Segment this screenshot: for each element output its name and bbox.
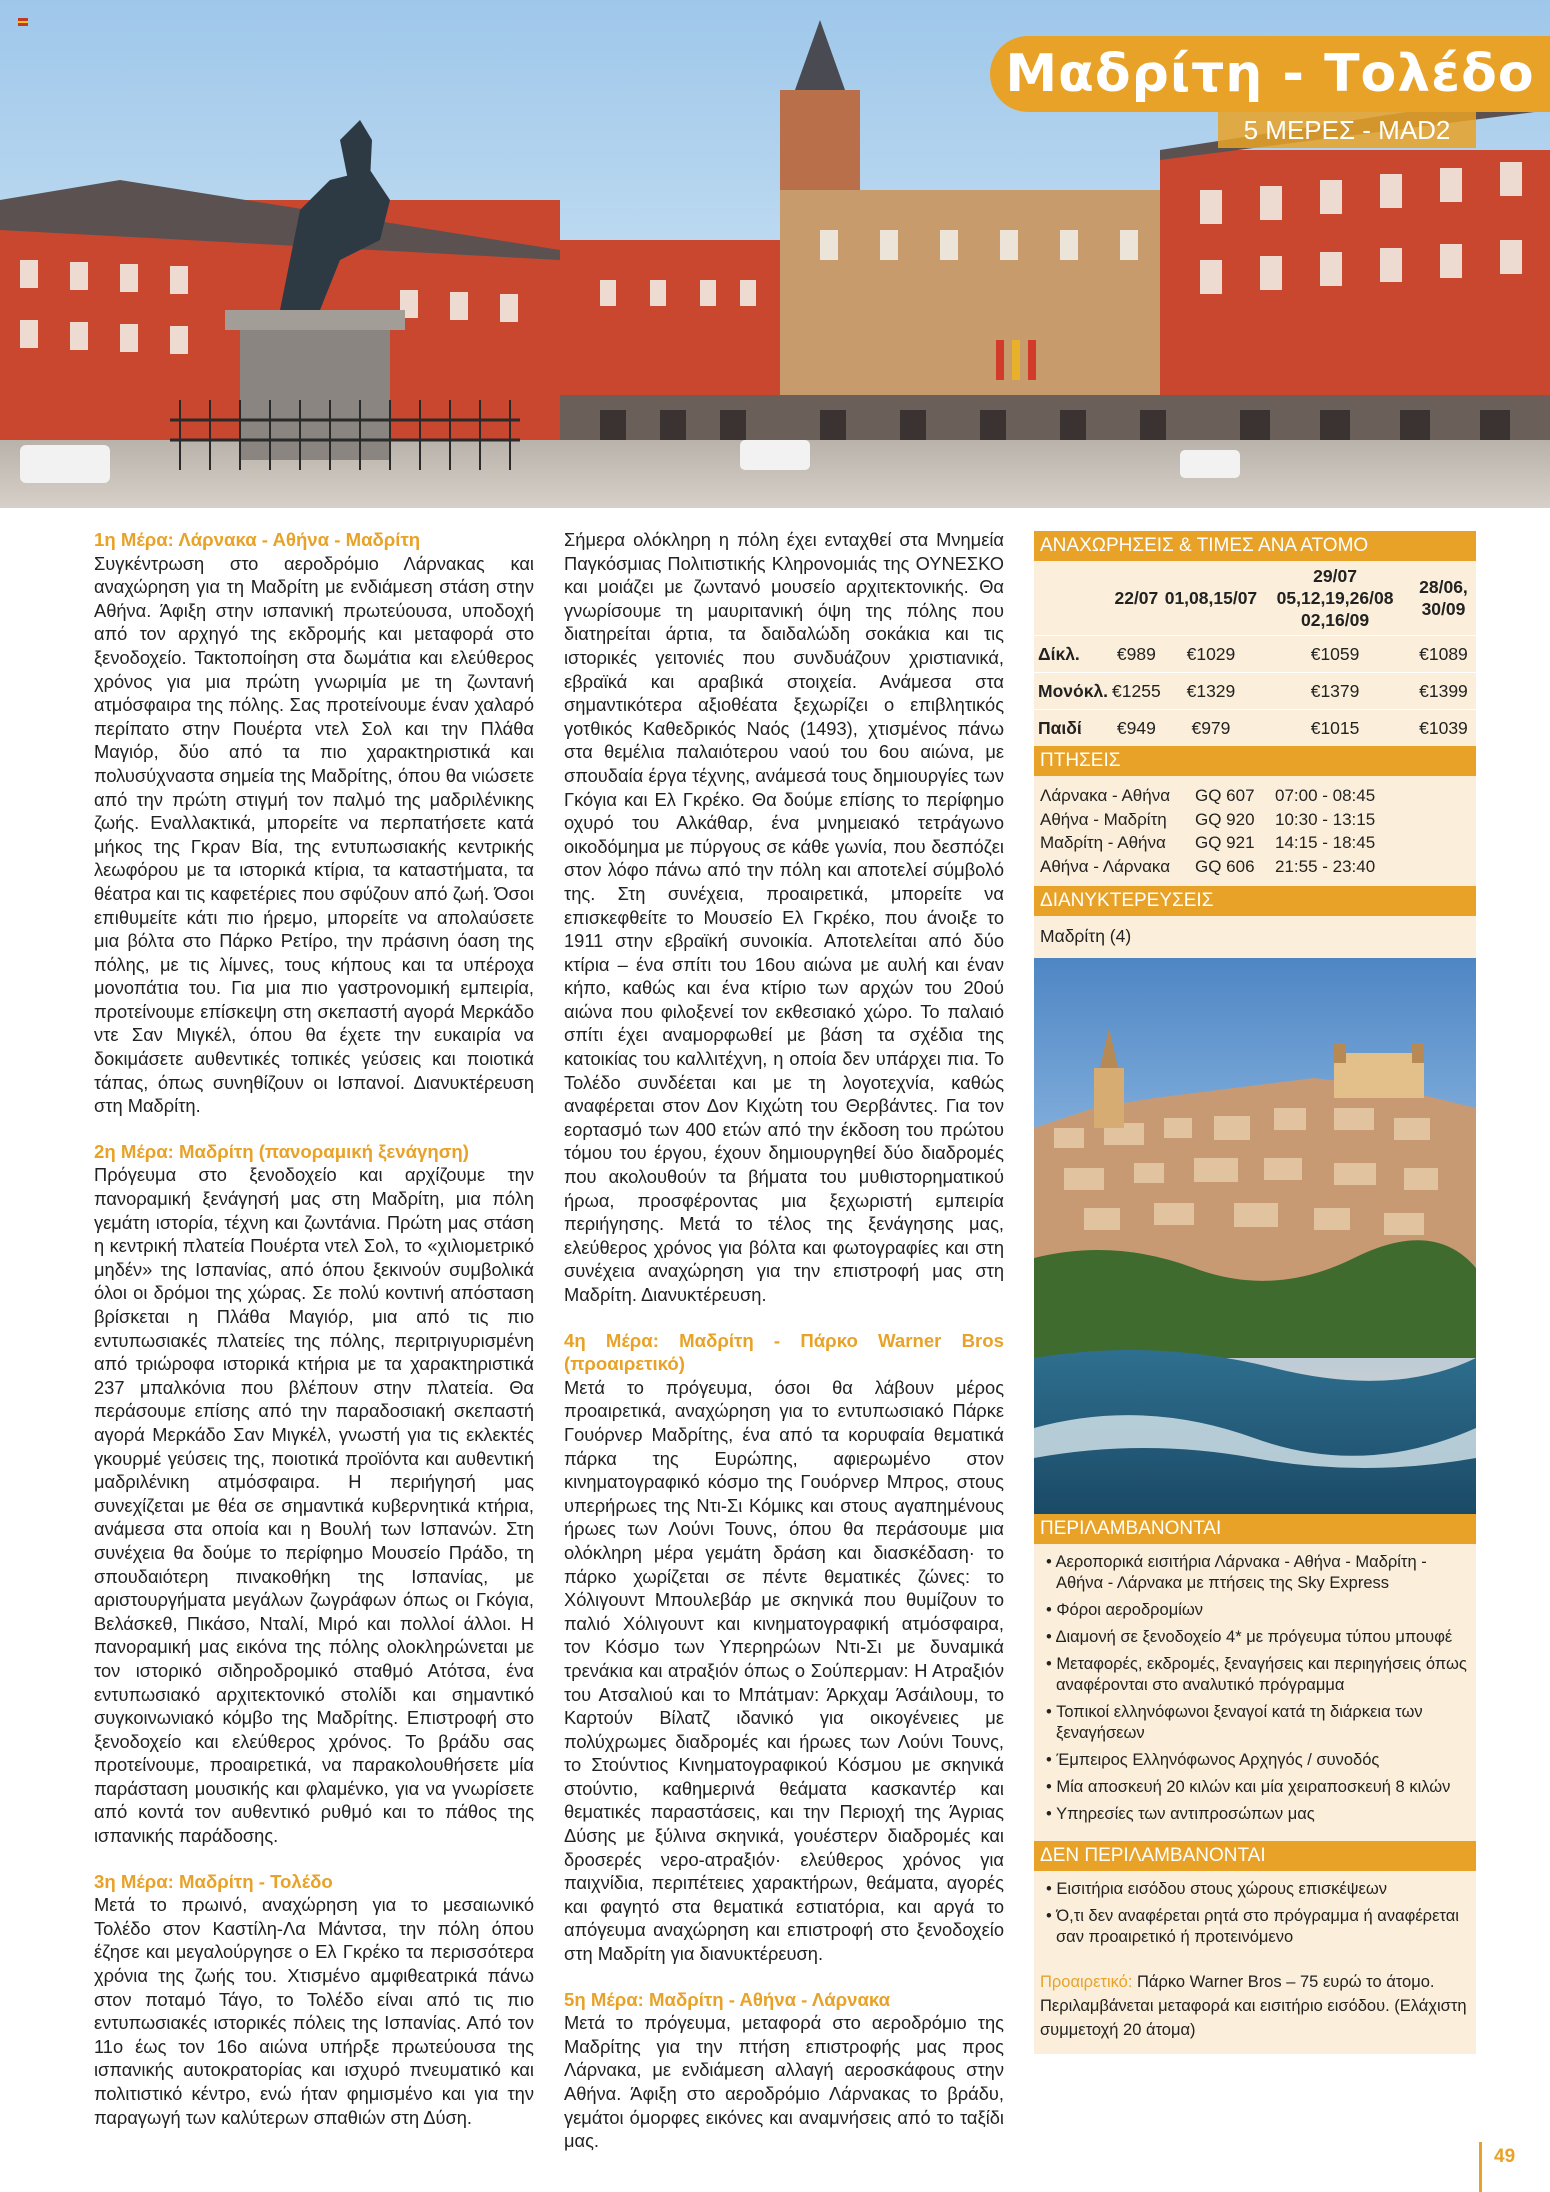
excluded-list [1034, 1871, 1476, 1964]
day-1-text: Συγκέντρωση στο αεροδρόμιο Λάρνακας και αναχώρηση για τη Μαδρίτη με ενδιάμεση στάση στην Αθήνα. Άφιξη στην ισπανική πρωτεύουσα, υποδοχή από τον αρχηγό της εκδρομής και μεταφορά στο ξενοδοχείο. Τακτοποίηση στα δωμάτια και ελεύθερος χρόνος για μια πρώτη γνωριμία με τη ζωντανή ατμόσφαιρα της πόλης. Σας προτείνουμε έναν χαλαρό περίπατο στην Πουέρτα ντελ Σολ και την Πλάθα Μαγιόρ, δύο από τα πιο χαρακτηριστικά και πολυσύχναστα σημεία της Μαδρίτης, όπου θα νιώσετε από την πρώτη στιγμή τον παλμό της μαδριλένικης ζωής. Εναλλακτικά, μπορείτε να περπατήσετε κατά μήκος της Γκραν Βία, της εντυπωσιακής κεντρικής λεωφόρου με τα ιστορικά κτίρια, τα καταστήματα, τα θέατρα και τις καφετέριες που σφύζουν από ζωή. Όσοι επιθυμείτε κάτι πιο ήρεμο, μπορείτε να απολαύσετε μια βόλτα στο Πάρκο Ρετίρο, την πράσινη όαση της πόλης, με τις λίμνες, τους κήπους και τα υπέροχα μονοπάτια του. Για μια πιο γαστρονομική εμπειρία, προτείνουμε επίσκεψη στη σκεπαστή αγορά Μερκάδο ντε Σαν Μιγκέλ, όπου θα έχετε την ευκαιρία να δοκιμάσετε αυθεντικές τοπικές γεύσεις και ποιοτικά τάπας, όπως συνηθίζουν οι Ισπανοί. Διανυκτέρευση στη Μαδρίτη. [94, 552, 534, 1117]
tour-title: Μαδρίτη - Τολέδο [1005, 44, 1535, 104]
price-cell: €1029 [1163, 636, 1259, 673]
itinerary-column-2 [564, 528, 1004, 2153]
page-number-bar [1479, 2142, 1482, 2192]
price-cell: €979 [1163, 710, 1259, 747]
day-5-title: 5η Μέρα: Μαδρίτη - Αθήνα - Λάρνακα [564, 1988, 891, 2010]
price-row-label: Παιδί [1034, 710, 1110, 747]
included-item: • Υπηρεσίες των αντιπροσώπων μας [1046, 1804, 1470, 1825]
day-3-text-part-2: Σήμερα ολόκληρη η πόλη έχει ενταχθεί στα Μνημεία Παγκόσμιας Πολιτιστικής Κληρονομιάς της ΟΥΝΕΣΚΟ και μοιάζει με ζωντανό μουσείο αρχιτεκτονικής. Θα γνωρίσουμε τη μαυριτανική όψη της πόλης που διατηρείται άρτια, τα δαιδαλώδη σοκάκια και τις ιστορικές γειτονιές που συνδυάζουν χριστιανικά, εβραϊκά και αραβικά στοιχεία. Ανάμεσα στα σημαντικότερα αξιοθέατα ξεχωρίζει ο επιβλητικός γοτθικός Καθεδρικός Ναός (1493), χτισμένος πάνω στα θεμέλια παλαιότερου ναού του 6ου αιώνα, με σπουδαία έργα τέχνης, ανάμεσά τους δημιουργίες των Γκόγια και Ελ Γκρέκο. Θα δούμε επίσης το περίφημο οχυρό του Αλκάθαρ, ένα μνημειακό τετράγωνο οικοδόμημα με πύργους σε κάθε γωνία, που δεσπόζει στον λόφο πάνω από την πόλη και αποτελεί σύμβολό της. Στη συνέχεια, προαιρετικά, μπορείτε να επισκεφθείτε το Μουσείο Ελ Γκρέκο, που άνοιξε το 1911 στην εβραϊκή συνοικία. Αποτελείται από δύο κτίρια – ένα σπίτι του 16ου αιώνα με αυλή και έναν κήπο, καθώς και ένα κτίριο των αρχών του 20ού αιώνα που φιλοξενεί τον εκθεσιακό χώρο. Το παλαιό σπίτι έχει αναμορφωθεί με βάση τα σχέδια της κατοικίας του καλλιτέχνη, η οποία δεν υπάρχει πια. Το Τολέδο συνδέεται και με τη λογοτεχνία, καθώς αναφέρεται στον Δον Κιχώτη του Θερβάντες. Για τον εορτασμό των 400 ετών από την έκδοση του πρώτου τόμου του έργου, έχουν δημιουργηθεί δύο διαδρομές που ακολουθούν τα βήματα του μυθιστορηματικού ήρωα, προσφέροντας μια ξεχωριστή εμπειρία περιήγησης. Μετά το τέλος της ξενάγησης μας, ελεύθερος χρόνος για βόλτα και φωτογραφίες και στη συνέχεια αναχώρηση για την επιστροφή μας στη Μαδρίτη. Διανυκτέρευση. [564, 529, 1004, 1305]
itinerary-column-1 [94, 528, 534, 2129]
included-item: • Διαμονή σε ξενοδοχείο 4* με πρόγευμα τύπου μπουφέ [1046, 1627, 1470, 1648]
flight-code: GQ 921 [1195, 833, 1255, 852]
price-cell: €1039 [1411, 710, 1476, 747]
flight-time: 14:15 - 18:45 [1275, 833, 1376, 852]
price-col-header: 28/06, 30/09 [1419, 577, 1468, 619]
flight-row [1040, 808, 1470, 832]
included-item: • Έμπειρος Ελληνόφωνος Αρχηγός / συνοδός [1046, 1750, 1470, 1771]
day-4-text: Μετά το πρόγευμα, όσοι θα λάβουν μέρος προαιρετικά, αναχώρηση για το εντυπωσιακό Πάρκε Γουόρνερ Μαδρίτης, ένα από τα κορυφαία θεματικά πάρκα της Ευρώπης, αφιερωμένο στον κινηματογραφικό κόσμο της Γουόρνερ Μπρος, στους υπερήρωες της Ντι-Σι Κόμικς και στους αγαπημένους ήρωες των Λούνι Τουνς, όπου θα περάσουμε μια ολόκληρη μέρα γεμάτη δράση και διασκέδαση· το πάρκο χωρίζεται σε πέντε θεματικές ζώνες: το Χόλιγουντ Μπουλεβάρ με σκηνικά που θυμίζουν το παλιό Χόλιγουντ και κινηματογραφική ατμόσφαιρα, τον Κόσμο των Υπερηρώων Ντι-Σι με δυναμικά τρενάκια και ατραξιόν όπως ο Σούπερμαν: Η Ατραξιόν του Ατσαλιού και το Μπάτμαν: Άρκχαμ Άσάιλουμ, το Καρτούν Βίλατζ ιδανικό για οικογένειες με πολύχρωμες διαδρομές και ήρωες των Λούνι Τουνς, το Στούντιος Κινηματογραφικού Κόσμου με σκηνικά στούντιο, καθημερινά θεάματα κασκαντέρ και θεματικές παραστάσεις, και την Περιοχή της Άγριας Δύσης με ξύλινα σκηνικά, γουέστερν διαδρομές και δροσερές νερο-ατραξιόν· ελεύθερος χρόνος για παιχνίδια, περιπέτειες χαρακτήρων, θεάματα, αγορές και φαγητό στα θεματικά εστιατόρια, και αργά το απόγευμα αναχώρηση και επιστροφή στο ξενοδοχείο στη Μαδρίτη για διανυκτέρευση. [564, 1376, 1004, 1965]
flight-route: Αθήνα - Μαδρίτη [1040, 809, 1167, 829]
price-row [1034, 636, 1476, 673]
included-item: • Τοπικοί ελληνόφωνοι ξεναγοί κατά τη διάρκεια των ξεναγήσεων [1046, 1702, 1470, 1744]
flight-row [1040, 784, 1470, 808]
flag-icon [18, 18, 28, 26]
flight-time: 10:30 - 13:15 [1275, 809, 1376, 829]
price-row [1034, 673, 1476, 710]
flight-code: GQ 920 [1195, 809, 1255, 829]
day-1-title: 1η Μέρα: Λάρνακα - Αθήνα - Μαδρίτη [94, 529, 421, 550]
day-5-text: Μετά το πρόγευμα, μεταφορά στο αεροδρόμιο της Μαδρίτης για την πτήση επιστροφής μας προς Λάρνακα, με ενδιάμεση αλλαγή αεροσκάφους στην Αθήνα. Άφιξη στο αεροδρόμιο Λάρνακας το βράδυ, γεμάτοι όμορφες εικόνες και αναμνήσεις από το ταξίδι μας. [564, 2012, 1004, 2152]
flights-list [1034, 776, 1476, 886]
day-3-text-part-1: Μετά το πρωινό, αναχώρηση για το μεσαιωνικό Τολέδο στον Καστίλη-Λα Μάντσα, την πόλη όπου έζησε και μεγαλούργησε ο Ελ Γκρέκο τα περισσότερα χρόνια της ζωής του. Χτισμένο αμφιθεατρικά πάνω στον ποταμό Τάγο, το Τολέδο είναι από τις πιο εντυπωσιακές ιστορικές πόλεις της Ισπανίας. Από τον 11ο έως τον 16ο αιώνα υπήρξε πρωτεύουσα της ισπανικής αυτοκρατορίας και ισχυρό πνευματικό και πολιτιστικό κέντρο, ενώ ήταν φημισμένο και για την παραγωγή των καλύτερων σπαθιών στη Δύση. [94, 1894, 534, 2128]
flight-route: Λάρνακα - Αθήνα [1040, 786, 1171, 805]
price-row-label: Μονόκλ. [1034, 673, 1110, 710]
price-cell: €989 [1110, 636, 1163, 673]
included-heading: ΠΕΡΙΛΑΜΒΑΝΟΝΤΑΙ [1034, 1514, 1476, 1544]
page-number: 49 [1494, 2146, 1516, 2167]
price-cell: €949 [1110, 710, 1163, 747]
prices-heading: ΑΝΑΧΩΡΗΣΕΙΣ & ΤΙΜΕΣ ΑΝΑ ΑΤΟΜΟ [1034, 531, 1476, 561]
flight-row [1040, 855, 1470, 879]
flights-heading: ΠΤΗΣΕΙΣ [1034, 746, 1476, 776]
price-cell: €1379 [1259, 673, 1411, 710]
optional-note-label: Προαιρετικό: [1040, 1973, 1133, 1991]
day-3-title: 3η Μέρα: Μαδρίτη - Τολέδο [94, 1870, 333, 1892]
price-row [1034, 710, 1476, 747]
toledo-photo [1034, 958, 1476, 1514]
stays-heading: ΔΙΑΝΥΚΤΕΡΕΥΣΕΙΣ [1034, 886, 1476, 916]
price-cell: €1399 [1411, 673, 1476, 710]
flight-time: 07:00 - 08:45 [1275, 786, 1376, 805]
price-cell: €1015 [1259, 710, 1411, 747]
optional-note-text: Πάρκο Warner Bros – 75 ευρώ το άτομο. Περιλαμβάνεται μεταφορά και εισιτήριο εισόδου. (Ελάχιστη συμμετοχή 20 άτομα) [1040, 1973, 1467, 2039]
tour-code: 5 ΜΕΡΕΣ - MAD2 [1218, 112, 1476, 148]
flight-route: Αθήνα - Λάρνακα [1040, 856, 1171, 876]
day-2-text: Πρόγευμα στο ξενοδοχείο και αρχίζουμε την πανοραμική ξενάγησή μας στη Μαδρίτη, μια πόλη γεμάτη ιστορία, τέχνη και ζωντάνια. Πρώτη μας στάση η κεντρική πλατεία Πουέρτα ντελ Σολ, το «χιλιομετρικό μηδέν» της Ισπανίας, από όπου ξεκινούν συμβολικά όλοι οι δρόμοι της χώρας. Σε πολύ κοντινή απόσταση βρίσκεται η Πλάθα Μαγιόρ, μια από τις πιο εντυπωσιακές πλατείες της πόλης, περιτριγυρισμένη από τριώροφα ιστορικά κτήρια με τα χαρακτηριστικά 237 μπαλκόνια που βλέπουν στην πλατεία. Θα περάσουμε επίσης από την παραδοσιακή σκεπαστή αγορά Μερκάδο Σαν Μιγκέλ, γνωστή για τις εκλεκτές γκουρμέ γεύσεις της, ποιοτικά προϊόντα και αυθεντική μαδριλένικη ατμόσφαιρα. Η περιήγησή μας συνεχίζεται με θέα σε σημαντικά κυβερνητικά κτήρια, ανάμεσα στα οποία και η Βουλή των Ισπανών. Στη συνέχεια θα δούμε το περίφημο Μουσείο Πράδο, τη σπουδαιότερη πινακοθήκη της Ισπανίας, με αριστουργήματα μεγάλων ζωγράφων όπως οι Γκόγια, Βελάσκεθ, Πικάσο, Νταλί, Μιρό και πολλοί άλλοι. Η πανοραμική μας εικόνα της πόλης ολοκληρώνεται με τον ιστορικό σιδηροδρομικό σταθμό Ατότσα, ένα εντυπωσιακό αρχιτεκτονικό στολίδι και σημαντικό συγκοινωνιακό κόμβο της Μαδρίτης. Επιστροφή στο ξενοδοχείο και ελεύθερος χρόνος. Το βράδυ σας προτείνουμε, προαιρετικά, να παρακολουθήσετε μία παράσταση μουσικής και φλαμένκο, για να γνωρίσετε από κοντά τον αυθεντικό ρυθμό και το πάθος της ισπανικής παράδοσης. [94, 1164, 534, 1847]
price-cell: €1089 [1411, 636, 1476, 673]
price-table [1034, 561, 1476, 746]
excluded-item: • Εισιτήρια εισόδου στους χώρους επισκέψεων [1046, 1879, 1470, 1900]
flight-row [1040, 831, 1470, 855]
included-list [1034, 1544, 1476, 1841]
price-col-header: 22/07 [1114, 588, 1159, 608]
price-cell: €1059 [1259, 636, 1411, 673]
price-cell: €1255 [1110, 673, 1163, 710]
price-col-header: 29/07 05,12,19,26/08 02,16/09 [1276, 566, 1394, 630]
included-item: • Αεροπορικά εισιτήρια Λάρνακα - Αθήνα - Μαδρίτη - Αθήνα - Λάρνακα με πτήσεις της Sky Express [1046, 1552, 1470, 1594]
price-col-header: 01,08,15/07 [1164, 588, 1258, 608]
info-panel [1034, 531, 1476, 2054]
tour-title-banner [990, 36, 1550, 112]
price-table-header [1034, 561, 1476, 636]
flight-code: GQ 607 [1195, 786, 1255, 805]
optional-note [1034, 1964, 1476, 2054]
price-cell: €1329 [1163, 673, 1259, 710]
day-4-title: 4η Μέρα: Μαδρίτη - Πάρκο Warner Bros (προαιρετικό) [564, 1329, 1004, 1375]
day-2-title: 2η Μέρα: Μαδρίτη (πανοραμική ξενάγηση) [94, 1140, 469, 1162]
flight-time: 21:55 - 23:40 [1275, 856, 1376, 876]
excluded-heading: ΔΕΝ ΠΕΡΙΛΑΜΒΑΝΟΝΤΑΙ [1034, 1841, 1476, 1871]
flight-code: GQ 606 [1195, 856, 1255, 876]
included-item: • Φόροι αεροδρομίων [1046, 1600, 1470, 1621]
included-item: • Μία αποσκευή 20 κιλών και μία χειραποσκευή 8 κιλών [1046, 1777, 1470, 1798]
included-item: • Μεταφορές, εκδρομές, ξεναγήσεις και περιηγήσεις όπως αναφέρονται στο αναλυτικό πρόγραμμα [1046, 1654, 1470, 1696]
excluded-item: • Ό,τι δεν αναφέρεται ρητά στο πρόγραμμα ή αναφέρεται σαν προαιρετικό ή προτεινόμενο [1046, 1906, 1470, 1948]
stays-text: Μαδρίτη (4) [1040, 926, 1132, 946]
price-row-label: Δίκλ. [1034, 636, 1110, 673]
flight-route: Μαδρίτη - Αθήνα [1040, 833, 1166, 852]
